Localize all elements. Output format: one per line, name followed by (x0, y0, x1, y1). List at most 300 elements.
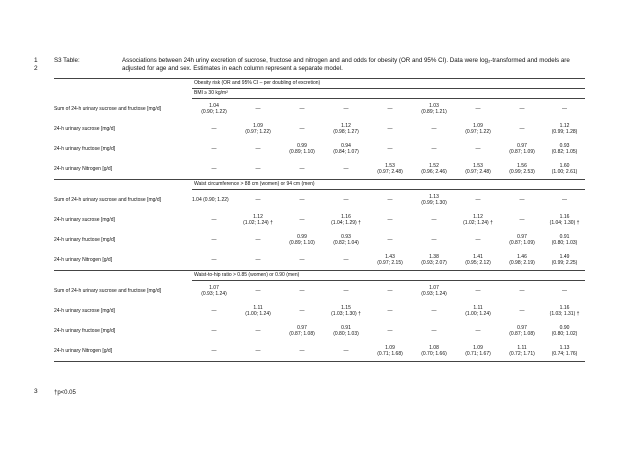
table-cell (544, 341, 585, 362)
empty-dash: — (299, 216, 305, 223)
empty-dash: — (299, 125, 305, 132)
confidence-interval: (1.02; 1.24) † (243, 220, 273, 226)
table-cell (324, 341, 368, 362)
empty-dash: — (343, 105, 349, 112)
odds-ratio: 0.91 (559, 233, 570, 240)
table-cell (544, 301, 585, 321)
table-cell (192, 281, 236, 302)
confidence-interval: (0.89; 1.21) (421, 109, 447, 115)
row-label: 24-h urinary Nitrogen [g/d] (54, 250, 192, 271)
confidence-interval: (0.71; 1.67) (465, 351, 491, 357)
confidence-interval: (1.03; 1.31) † (549, 311, 580, 317)
confidence-interval: (1.00; 1.24) (465, 311, 491, 317)
table-cell (192, 230, 236, 250)
confidence-interval: (0.74; 1.76) (551, 351, 578, 357)
table-row (54, 139, 585, 159)
table-cell (412, 119, 456, 139)
confidence-interval: (0.70; 1.66) (421, 351, 447, 357)
empty-dash: — (255, 327, 261, 334)
section-header-row (54, 271, 585, 281)
table-cell (412, 321, 456, 341)
confidence-interval: (0.87; 1.09) (509, 149, 535, 155)
odds-ratio: 0.97 (517, 324, 527, 331)
confidence-interval: (0.97; 2.48) (377, 169, 403, 175)
table-cell (544, 230, 585, 250)
confidence-interval: (0.99; 1.28) (551, 129, 578, 135)
section-title: Waist circumference > 88 cm (women) or 94 cm (men) (192, 180, 585, 190)
table-cell (456, 159, 500, 180)
empty-dash: — (343, 256, 349, 263)
table-cell (236, 250, 280, 271)
confidence-interval: (1.00; 2.61) (551, 169, 578, 175)
table-cell (324, 281, 368, 302)
empty-dash: — (255, 287, 261, 294)
line-number-2: 2 (34, 65, 38, 72)
odds-ratio: 0.93 (341, 233, 351, 240)
table-cell (236, 159, 280, 180)
empty-dash: — (475, 196, 481, 203)
empty-dash: — (343, 165, 349, 172)
table-cell (500, 119, 544, 139)
confidence-interval: (0.99; 1.30) (421, 200, 447, 206)
table-cell (412, 230, 456, 250)
odds-ratio: 0.93 (559, 142, 570, 149)
table-cell (280, 250, 324, 271)
odds-ratio: 1.07 (209, 284, 219, 291)
confidence-interval: (0.99; 2.53) (509, 169, 535, 175)
empty-dash: — (387, 327, 393, 334)
odds-ratio: 1.13 (429, 193, 439, 200)
section-spacer (54, 271, 192, 281)
empty-dash: — (562, 196, 568, 203)
empty-dash: — (255, 165, 261, 172)
confidence-interval: (0.95; 2.12) (465, 260, 491, 266)
empty-dash: — (431, 236, 437, 243)
odds-ratio: 0.90 (559, 324, 570, 331)
table-cell (544, 281, 585, 302)
confidence-interval: (0.80; 1.03) (333, 331, 359, 337)
header-title: Obesity risk (OR and 95% CI – per doubling of excretion) (192, 79, 585, 89)
table-cell (192, 250, 236, 271)
section-title: Waist-to-hip ratio > 0.85 (women) or 0.90 (men) (192, 271, 585, 281)
empty-dash: — (387, 125, 393, 132)
confidence-interval: (0.80; 1.03) (551, 240, 578, 246)
confidence-interval: (0.97; 1.22) (465, 129, 491, 135)
table-cell (324, 250, 368, 271)
empty-dash: — (431, 307, 437, 314)
table-cell (280, 321, 324, 341)
confidence-interval: (0.82; 1.04) (333, 240, 359, 246)
table-cell (412, 341, 456, 362)
empty-dash: — (519, 287, 525, 294)
odds-ratio: 1.53 (385, 162, 395, 169)
table-cell (412, 250, 456, 271)
confidence-interval: (0.98; 1.27) (333, 129, 359, 135)
empty-dash: — (519, 105, 525, 112)
empty-dash: — (387, 105, 393, 112)
confidence-interval: (0.97; 1.22) (245, 129, 271, 135)
table-cell (544, 321, 585, 341)
header-spacer (54, 79, 192, 89)
confidence-interval: (0.82; 1.05) (551, 149, 578, 155)
table-cell (412, 301, 456, 321)
table-cell (544, 99, 585, 120)
table-cell (192, 321, 236, 341)
empty-dash: — (519, 307, 525, 314)
confidence-interval: (0.97; 2.48) (465, 169, 491, 175)
empty-dash: — (475, 327, 481, 334)
odds-ratio: 1.52 (429, 162, 439, 169)
empty-dash: — (255, 347, 261, 354)
table-cell (280, 99, 324, 120)
row-label: 24-h urinary Nitrogen [g/d] (54, 159, 192, 180)
confidence-interval: (0.89; 1.10) (289, 149, 315, 155)
table-cell (544, 190, 585, 211)
line-number-3: 3 (34, 388, 38, 395)
table-cell (368, 301, 412, 321)
odds-ratio: 1.12 (473, 213, 483, 220)
odds-ratio: 1.13 (559, 344, 570, 351)
empty-dash: — (431, 327, 437, 334)
table-cell (280, 159, 324, 180)
empty-dash: — (343, 347, 349, 354)
table-cell (544, 210, 585, 230)
empty-dash: — (475, 287, 481, 294)
empty-dash: — (431, 145, 437, 152)
table-cell (412, 281, 456, 302)
table-cell (324, 139, 368, 159)
odds-ratio: 1.15 (341, 304, 351, 311)
confidence-interval: (1.04; 1.30) † (549, 220, 580, 226)
table-cell (236, 99, 280, 120)
table-row (54, 159, 585, 180)
odds-ratio: 1.04 (209, 102, 219, 109)
row-label: 24-h urinary sucrose [mg/d] (54, 216, 115, 223)
table-cell (456, 119, 500, 139)
table-cell (236, 210, 280, 230)
odds-ratio: 0.99 (297, 142, 307, 149)
table-cell (500, 99, 544, 120)
caption-label: S3 Table: (54, 57, 80, 64)
table-cell (544, 250, 585, 271)
section-header-row (54, 180, 585, 190)
odds-ratio: 0.94 (341, 142, 351, 149)
table-cell (324, 301, 368, 321)
section-spacer (54, 180, 192, 190)
table-cell (192, 210, 236, 230)
odds-ratio: 1.04 (0.90; 1.22) (192, 196, 229, 203)
results-table (54, 78, 585, 362)
empty-dash: — (387, 216, 393, 223)
table-cell (544, 119, 585, 139)
empty-dash: — (562, 105, 568, 112)
odds-ratio: 1.08 (429, 344, 439, 351)
empty-dash: — (343, 196, 349, 203)
confidence-interval: (0.99; 2.25) (551, 260, 578, 266)
odds-ratio: 1.16 (559, 304, 570, 311)
table-cell (500, 301, 544, 321)
row-label: 24-h urinary fructose [mg/d] (54, 327, 116, 334)
table-cell (500, 159, 544, 180)
table-cell (544, 139, 585, 159)
empty-dash: — (387, 307, 393, 314)
confidence-interval: (1.04; 1.29) † (331, 220, 361, 226)
table-row (54, 301, 585, 321)
odds-ratio: 1.09 (473, 344, 483, 351)
empty-dash: — (519, 125, 525, 132)
confidence-interval: (0.89; 1.10) (289, 240, 315, 246)
header-row (54, 79, 585, 89)
empty-dash: — (299, 105, 305, 112)
empty-dash: — (211, 165, 217, 172)
table-cell (192, 341, 236, 362)
odds-ratio: 1.12 (341, 122, 351, 129)
table-cell (456, 190, 500, 211)
table-cell (236, 301, 280, 321)
odds-ratio: 1.43 (385, 253, 395, 260)
table-cell (500, 230, 544, 250)
empty-dash: — (255, 256, 261, 263)
empty-dash: — (211, 216, 217, 223)
odds-ratio: 1.07 (429, 284, 439, 291)
confidence-interval: (0.84; 1.07) (333, 149, 359, 155)
odds-ratio: 1.03 (429, 102, 439, 109)
table-cell (236, 230, 280, 250)
empty-dash: — (562, 287, 568, 294)
table-cell (280, 119, 324, 139)
confidence-interval: (0.96; 2.46) (421, 169, 447, 175)
empty-dash: — (475, 145, 481, 152)
table-cell (500, 190, 544, 211)
table-cell (280, 139, 324, 159)
table-row (54, 281, 585, 302)
empty-dash: — (255, 236, 261, 243)
confidence-interval: (0.98; 2.19) (509, 260, 535, 266)
odds-ratio: 0.99 (297, 233, 307, 240)
odds-ratio: 1.11 (517, 344, 527, 351)
footnote: †p<0.05 (54, 390, 76, 396)
confidence-interval: (0.72; 1.71) (509, 351, 535, 357)
empty-dash: — (343, 287, 349, 294)
table-cell (236, 139, 280, 159)
odds-ratio: 1.56 (517, 162, 527, 169)
table-cell (280, 210, 324, 230)
table-row (54, 119, 585, 139)
table-cell (280, 190, 324, 211)
table-row (54, 99, 585, 120)
confidence-interval: (0.97; 2.15) (377, 260, 403, 266)
table-cell (236, 119, 280, 139)
confidence-interval: (0.71; 1.68) (377, 351, 403, 357)
row-label: Sum of 24-h urinary sucrose and fructose [mg/d] (54, 196, 161, 203)
confidence-interval: (1.03; 1.30) † (331, 311, 361, 317)
empty-dash: — (299, 165, 305, 172)
table-cell (500, 281, 544, 302)
row-label: 24-h urinary fructose [mg/d] (54, 145, 116, 152)
empty-dash: — (431, 216, 437, 223)
table-cell (368, 210, 412, 230)
table-cell (192, 99, 236, 120)
empty-dash: — (211, 125, 217, 132)
table-cell (412, 210, 456, 230)
empty-dash: — (387, 287, 393, 294)
table-cell (324, 190, 368, 211)
odds-ratio: 1.49 (559, 253, 570, 260)
table-cell (456, 210, 500, 230)
table-cell (324, 99, 368, 120)
line-number-1: 1 (34, 57, 38, 64)
table-cell (456, 230, 500, 250)
confidence-interval: (1.02; 1.24) † (463, 220, 493, 226)
table-cell (236, 341, 280, 362)
odds-ratio: 1.60 (559, 162, 570, 169)
empty-dash: — (211, 236, 217, 243)
confidence-interval: (0.87; 1.08) (509, 331, 535, 337)
odds-ratio: 1.11 (253, 304, 263, 311)
table-cell (324, 119, 368, 139)
table-cell (236, 190, 280, 211)
odds-ratio: 0.91 (341, 324, 351, 331)
odds-ratio: 1.38 (429, 253, 439, 260)
table-cell (280, 281, 324, 302)
table-cell (456, 341, 500, 362)
table-cell (236, 281, 280, 302)
empty-dash: — (255, 105, 261, 112)
empty-dash: — (211, 145, 217, 152)
row-label: Sum of 24-h urinary sucrose and fructose [mg/d] (54, 105, 161, 112)
row-label: 24-h urinary fructose [mg/d] (54, 236, 116, 243)
table-row (54, 190, 585, 211)
section-title: BMI ≥ 30 kg/m² (192, 89, 585, 99)
caption-text: Associations between 24h uriny excretion of sucrose, fructose and nitrogen and and odds for obesity (OR and 95% CI). Data were log₂-transformed and models are adjusted for age and sex. Estimates in each column represent a separate model. (122, 57, 570, 72)
table-cell (456, 301, 500, 321)
table-cell (192, 190, 236, 211)
confidence-interval: (1.00; 1.24) (245, 311, 271, 317)
table-row (54, 230, 585, 250)
table-row (54, 250, 585, 271)
table-cell (324, 210, 368, 230)
table-cell (456, 281, 500, 302)
empty-dash: — (387, 236, 393, 243)
table-cell (368, 119, 412, 139)
empty-dash: — (299, 196, 305, 203)
table-cell (500, 321, 544, 341)
empty-dash: — (387, 145, 393, 152)
table-cell (500, 139, 544, 159)
table-cell (368, 321, 412, 341)
table-cell (192, 139, 236, 159)
table-cell (280, 301, 324, 321)
table-cell (500, 210, 544, 230)
table-cell (236, 321, 280, 341)
table-cell (412, 99, 456, 120)
odds-ratio: 1.12 (253, 213, 263, 220)
table-cell (192, 119, 236, 139)
odds-ratio: 0.97 (297, 324, 307, 331)
odds-ratio: 0.97 (517, 142, 527, 149)
table-cell (368, 230, 412, 250)
confidence-interval: (0.90; 1.22) (201, 109, 227, 115)
table-cell (500, 250, 544, 271)
odds-ratio: 1.09 (253, 122, 263, 129)
section-spacer (54, 89, 192, 99)
table-cell (412, 139, 456, 159)
confidence-interval: (0.87; 1.09) (509, 240, 535, 246)
table-cell (280, 230, 324, 250)
table-cell (324, 321, 368, 341)
table-cell (368, 250, 412, 271)
empty-dash: — (475, 105, 481, 112)
table-cell (456, 250, 500, 271)
odds-ratio: 1.09 (473, 122, 483, 129)
table-cell (412, 190, 456, 211)
empty-dash: — (299, 347, 305, 354)
odds-ratio: 1.12 (559, 122, 570, 129)
empty-dash: — (519, 196, 525, 203)
table-cell (368, 159, 412, 180)
table-cell (192, 159, 236, 180)
table-cell (368, 281, 412, 302)
odds-ratio: 1.11 (473, 304, 483, 311)
empty-dash: — (211, 347, 217, 354)
empty-dash: — (211, 327, 217, 334)
empty-dash: — (255, 145, 261, 152)
section-header-row (54, 89, 585, 99)
table-cell (456, 99, 500, 120)
empty-dash: — (211, 307, 217, 314)
table-cell (500, 341, 544, 362)
empty-dash: — (519, 216, 525, 223)
empty-dash: — (211, 256, 217, 263)
odds-ratio: 1.16 (341, 213, 351, 220)
table-cell (456, 321, 500, 341)
table-cell (456, 139, 500, 159)
row-label: Sum of 24-h urinary sucrose and fructose [mg/d] (54, 287, 161, 294)
table-cell (368, 190, 412, 211)
odds-ratio: 1.41 (473, 253, 483, 260)
table-row (54, 210, 585, 230)
empty-dash: — (387, 196, 393, 203)
row-label: 24-h urinary Nitrogen [g/d] (54, 341, 192, 362)
row-label: 24-h urinary sucrose [mg/d] (54, 125, 115, 132)
table-cell (368, 341, 412, 362)
table-cell (368, 99, 412, 120)
empty-dash: — (299, 307, 305, 314)
odds-ratio: 1.53 (473, 162, 483, 169)
odds-ratio: 0.97 (517, 233, 527, 240)
table-cell (412, 159, 456, 180)
row-label: 24-h urinary sucrose [mg/d] (54, 307, 115, 314)
table-row (54, 321, 585, 341)
table-cell (544, 159, 585, 180)
confidence-interval: (0.80; 1.02) (551, 331, 578, 337)
table-row (54, 341, 585, 362)
confidence-interval: (0.87; 1.08) (289, 331, 315, 337)
confidence-interval: (0.93; 1.24) (421, 291, 447, 297)
confidence-interval: (0.93; 1.24) (201, 291, 227, 297)
empty-dash: — (299, 287, 305, 294)
odds-ratio: 1.09 (385, 344, 395, 351)
empty-dash: — (255, 196, 261, 203)
table-cell (280, 341, 324, 362)
odds-ratio: 1.16 (559, 213, 570, 220)
empty-dash: — (299, 256, 305, 263)
table-cell (324, 159, 368, 180)
table-cell (192, 301, 236, 321)
table-cell (324, 230, 368, 250)
empty-dash: — (475, 236, 481, 243)
table-cell (368, 139, 412, 159)
